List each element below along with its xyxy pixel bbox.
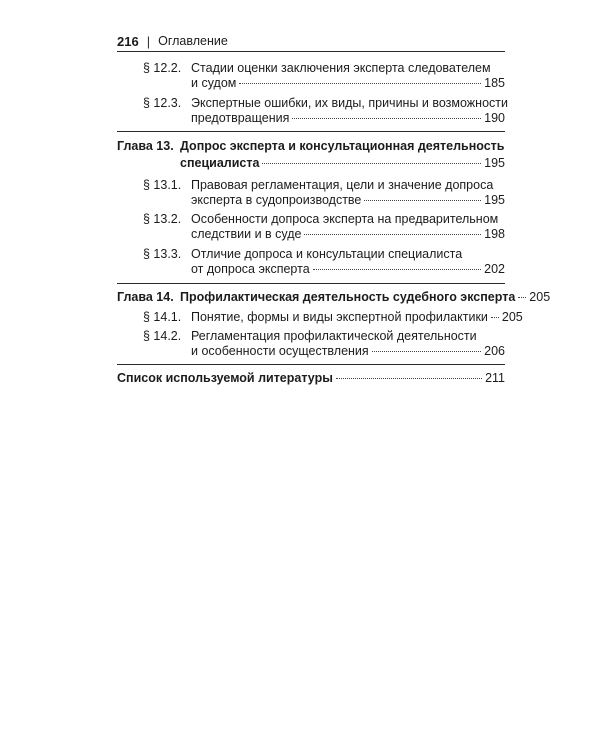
entry-title-line1: Особенности допроса эксперта на предварительном (191, 212, 499, 226)
section-number: § 13.2. (143, 212, 182, 226)
leader-dots (262, 163, 481, 164)
entry-title-line2: от допроса эксперта (191, 262, 310, 276)
page-ref: 206 (484, 344, 505, 358)
leader-dots (372, 351, 481, 352)
section-number: § 12.3. (143, 96, 182, 110)
page-ref: 202 (484, 262, 505, 276)
section-number: § 13.1. (143, 178, 182, 192)
entry-title-line2: специалиста (180, 156, 260, 170)
section-number: § 14.2. (143, 329, 182, 343)
entry-title-line2: эксперта в судопроизводстве (191, 193, 362, 207)
section-number: § 14.1. (143, 310, 182, 324)
page-ref: 195 (484, 156, 505, 170)
chapter-rule (117, 283, 505, 284)
entry-title-line2: Понятие, формы и виды экспертной профилактики (191, 310, 488, 324)
entry-title-line2: предотвращения (191, 111, 290, 125)
entry-title-line1: Регламентация профилактической деятельности (191, 329, 477, 343)
page-ref: 211 (485, 371, 505, 385)
leader-dots (313, 269, 482, 270)
chapter-number: Глава 14. (117, 290, 174, 304)
entry-title-line1: Допрос эксперта и консультационная деятельность (180, 139, 505, 153)
section-number: § 13.3. (143, 247, 182, 261)
page-ref: 205 (529, 290, 551, 304)
entry-title-line2: и судом (191, 76, 237, 90)
leader-dots (239, 83, 481, 84)
page-ref: 190 (484, 111, 505, 125)
page-ref: 198 (484, 227, 505, 241)
running-head-title: Оглавление (158, 34, 228, 48)
entry-title-line1: Правовая регламентация, цели и значение допроса (191, 178, 494, 192)
leader-dots (364, 200, 481, 201)
entry-title: Список используемой литературы (117, 371, 333, 385)
chapter-rule (117, 364, 505, 365)
leader-dots (518, 297, 526, 298)
chapter-rule (117, 131, 505, 132)
leader-dots (292, 118, 481, 119)
header-rule (117, 51, 505, 52)
header-divider: | (146, 33, 151, 49)
entry-title-line2: и особенности осуществления (191, 344, 369, 358)
leader-dots (491, 317, 499, 318)
entry-title-line1: Экспертные ошибки, их виды, причины и возможности (191, 96, 508, 110)
entry-title-line2: следствии и в суде (191, 227, 302, 241)
page-ref: 205 (501, 310, 523, 324)
entry-title-line1: Стадии оценки заключения эксперта следователем (191, 61, 491, 75)
leader-dots (336, 378, 482, 379)
leader-dots (304, 234, 481, 235)
chapter-number: Глава 13. (117, 139, 174, 153)
running-head (117, 33, 228, 49)
entry-title-line1: Отличие допроса и консультации специалиста (191, 247, 463, 261)
page-ref: 185 (484, 76, 505, 90)
entry-title-line2: Профилактическая деятельность судебного эксперта (180, 290, 516, 304)
section-number: § 12.2. (143, 61, 182, 75)
page-ref: 195 (484, 193, 505, 207)
page-number: 216 (117, 33, 139, 49)
